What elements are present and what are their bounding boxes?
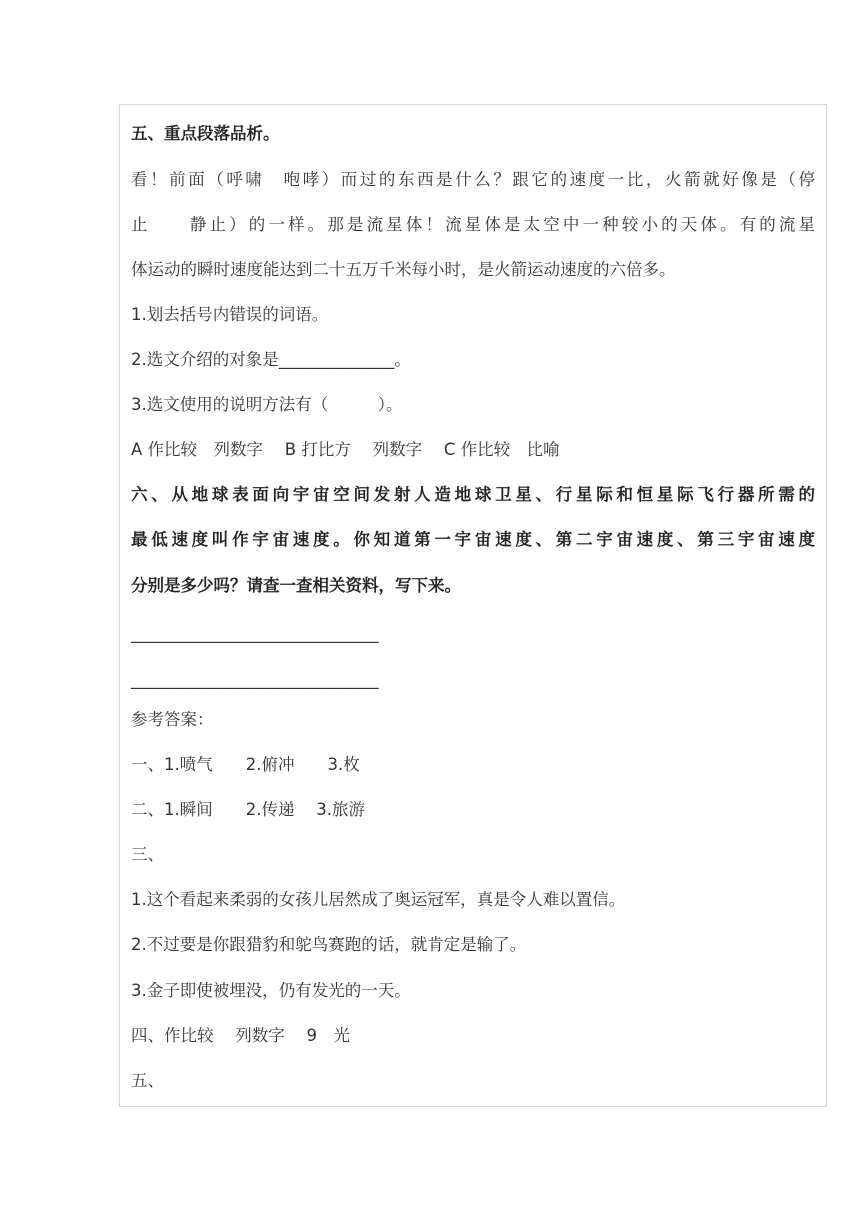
answer-section-3-heading: 三、 bbox=[131, 845, 164, 864]
answer-key-title: 参考答案： bbox=[131, 710, 214, 729]
passage-line-1: 看！前面（呼啸 咆哮）而过的东西是什么？跟它的速度一比，火箭就好像是（停 bbox=[131, 170, 815, 189]
answer-blank-line-2: ______________________________ bbox=[131, 670, 379, 689]
answer-section-5-heading: 五、 bbox=[131, 1071, 164, 1090]
section-6-line-1: 六、从地球表面向宇宙空间发射人造地球卫星、行星际和恒星际飞行器所需的 bbox=[131, 485, 815, 504]
document-frame bbox=[119, 104, 827, 1107]
question-3: 3.选文使用的说明方法有（ ）。 bbox=[131, 395, 403, 414]
question-1: 1.划去括号内错误的词语。 bbox=[131, 305, 329, 324]
answer-blank-line-1: ______________________________ bbox=[131, 624, 379, 643]
answer-section-3-item-2: 2.不过要是你跟猎豹和鸵鸟赛跑的话，就肯定是输了。 bbox=[131, 935, 527, 954]
section-6-line-2: 最低速度叫作宇宙速度。你知道第一宇宙速度、第二宇宙速度、第三宇宙速度 bbox=[131, 530, 815, 549]
answer-section-3-item-1: 1.这个看起来柔弱的女孩儿居然成了奥运冠军，真是令人难以置信。 bbox=[131, 890, 626, 909]
answer-section-3-item-3: 3.金子即使被埋没，仍有发光的一天。 bbox=[131, 981, 411, 1000]
answer-section-2: 二、1.瞬间 2.传递 3.旅游 bbox=[131, 800, 365, 819]
passage-line-3: 体运动的瞬时速度能达到二十五万千米每小时，是火箭运动速度的六倍多。 bbox=[131, 260, 676, 279]
question-2: 2.选文介绍的对象是______________。 bbox=[131, 350, 411, 369]
passage-line-2: 止 静止）的一样。那是流星体！流星体是太空中一种较小的天体。有的流星 bbox=[131, 215, 815, 234]
section-6-line-3: 分别是多少吗？请查一查相关资料，写下来。 bbox=[131, 576, 461, 595]
section-5-heading: 五、重点段落品析。 bbox=[131, 124, 280, 143]
answer-section-1: 一、1.喷气 2.俯冲 3.枚 bbox=[131, 755, 360, 774]
question-3-options: A 作比较 列数字 B 打比方 列数字 C 作比较 比喻 bbox=[131, 440, 560, 459]
answer-section-4: 四、作比较 列数字 9 光 bbox=[131, 1026, 350, 1045]
